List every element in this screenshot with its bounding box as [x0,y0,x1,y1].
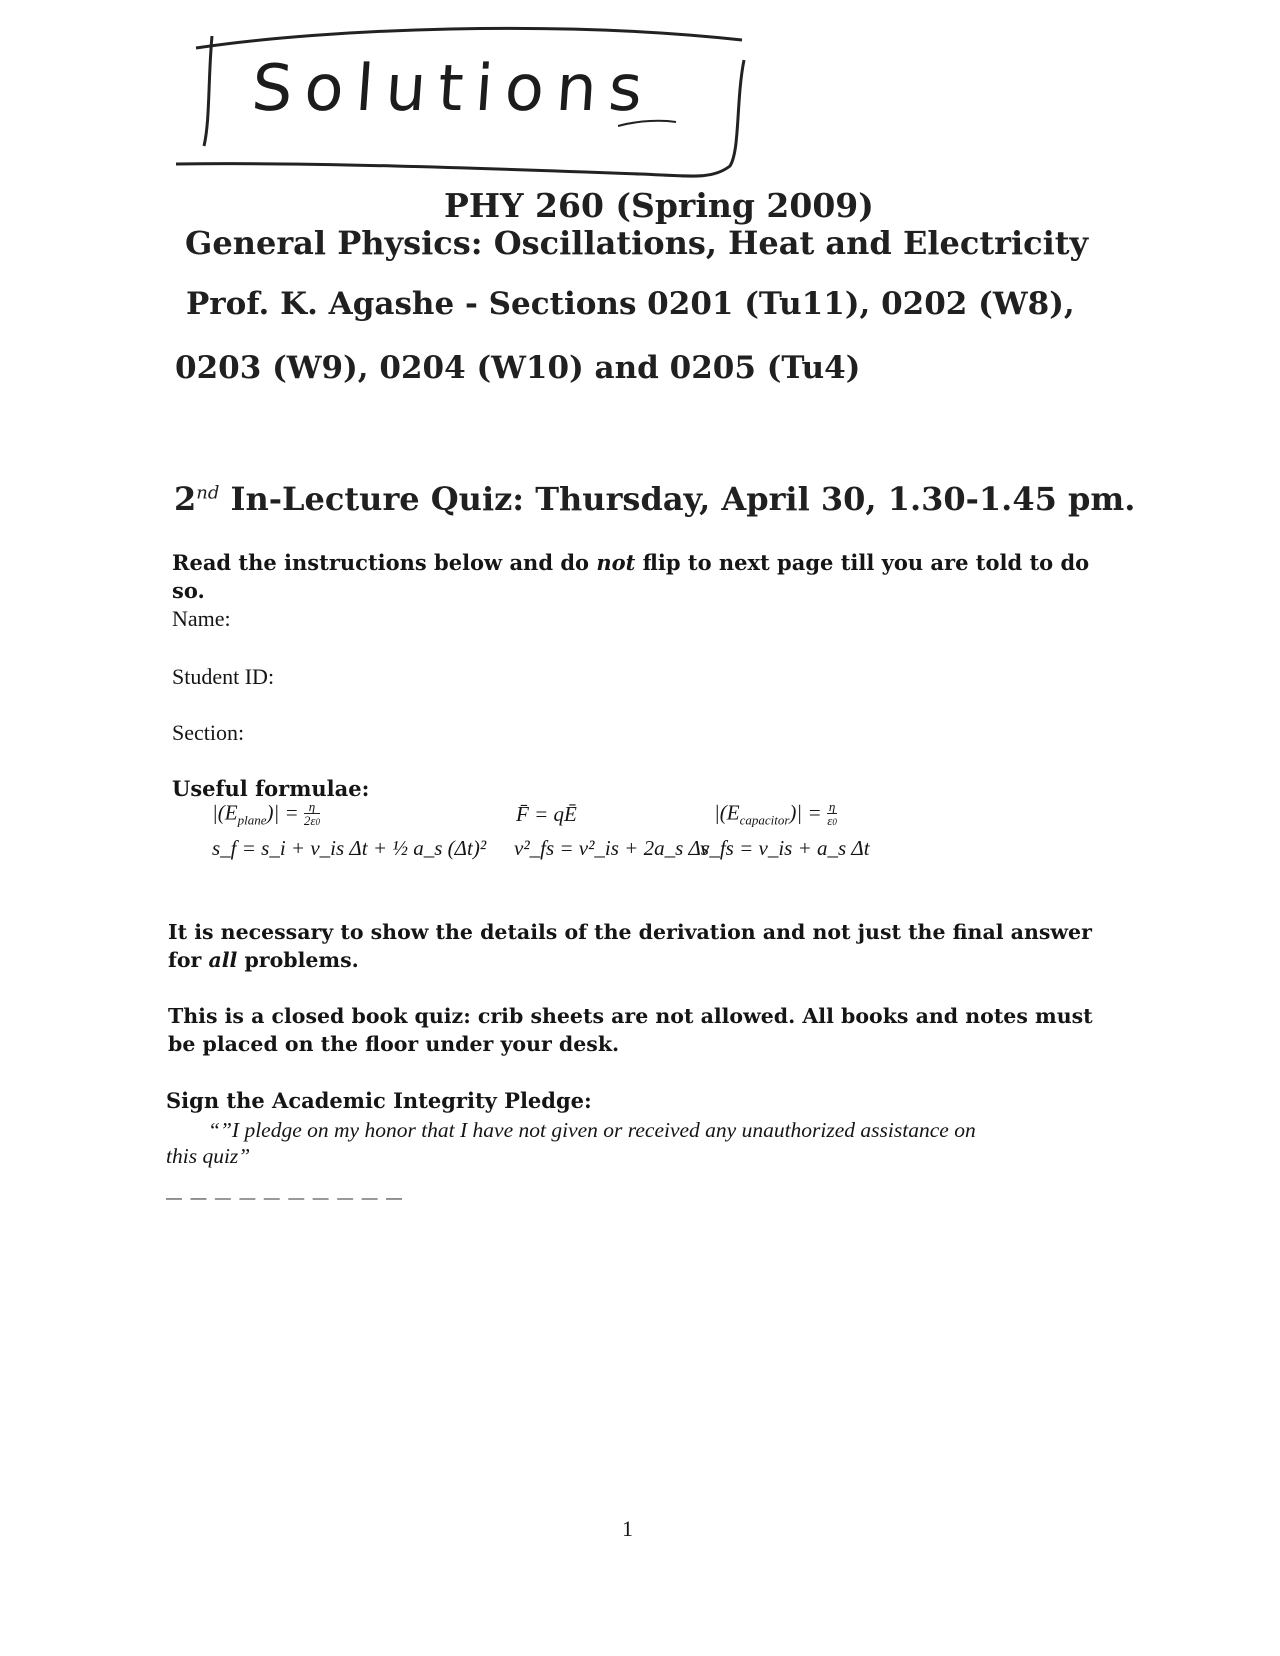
formula-kinematics-position: s_f = s_i + v_is Δt + ½ a_s (Δt)² [212,836,487,860]
derivation-rule-line1: It is necessary to show the details of the derivation and not just the final answer [168,920,1092,944]
derivation-before: for [168,948,202,972]
signature-line: — — — — — — — — — — [166,1190,405,1207]
plane-lhs: |(E [212,800,238,825]
pledge-text-line2: this quiz” [166,1144,251,1168]
closed-book-line1: This is a closed book quiz: crib sheets are not allowed. All books and notes must [168,1004,1093,1028]
formula-capacitor-field [714,800,837,829]
course-code: PHY 260 (Spring 2009) [444,186,874,225]
cap-den-wrap [827,814,837,829]
cap-den: ε [827,813,833,828]
formula-kinematics-velocity: v_fs = v_is + a_s Δt [700,836,870,860]
plane-mid: )| = [266,800,299,825]
course-name: General Physics: Oscillations, Heat and Electricity [185,224,1089,262]
plane-den: 2ε [303,813,316,828]
cap-den-sub: 0 [832,817,837,827]
formula-plane-field [212,800,320,829]
quiz-ordinal-suffix: nd [196,482,220,504]
closed-book-line2: be placed on the floor under your desk. [168,1032,620,1056]
cap-mid: )| = [789,800,822,825]
cap-num: η [828,799,836,814]
derivation-rule-line2 [168,948,359,972]
instructions-text: Read the instructions below and do [172,550,590,575]
plane-num: η [304,800,320,814]
plane-fraction [304,800,320,829]
derivation-emphasis: all [208,948,238,972]
instructions-text-after: flip to next page till you are told to do [642,550,1090,575]
instructions-emphasis: not [596,550,636,575]
plane-den-wrap [304,814,320,829]
student-id-label: Student ID: [172,664,275,689]
section-label: Section: [172,720,245,745]
quiz-ordinal: 2 [174,480,197,518]
instructions-line2: so. [172,578,205,603]
cap-sub: capacitor [739,812,790,828]
cap-fraction [827,800,837,829]
derivation-after: problems. [244,948,359,972]
formula-kinematics-velocity-squared: v²_fs = v²_is + 2a_s Δs [514,836,710,860]
plane-den-sub: 0 [315,817,321,827]
quiz-title-rest: In-Lecture Quiz: Thursday, April 30, 1.30-1.45 pm. [230,480,1136,518]
cap-lhs: |(E [714,800,740,825]
page-number: 1 [622,1516,633,1541]
plane-sub: plane [237,812,267,828]
handwritten-title: Solutions [249,52,657,126]
course-sections-line1: Prof. K. Agashe - Sections 0201 (Tu11), 0202 (W8), [186,286,1075,322]
instructions-line1 [172,550,1089,575]
course-sections-line2: 0203 (W9), 0204 (W10) and 0205 (Tu4) [175,350,861,386]
pledge-header: Sign the Academic Integrity Pledge: [166,1088,592,1113]
quiz-title [174,480,1135,518]
formula-force: F̄ = qĒ [516,802,577,826]
name-label: Name: [172,606,231,631]
formulae-header: Useful formulae: [172,776,370,801]
pledge-text-line1: “”I pledge on my honor that I have not given or received any unauthorized assistance on [208,1118,976,1142]
